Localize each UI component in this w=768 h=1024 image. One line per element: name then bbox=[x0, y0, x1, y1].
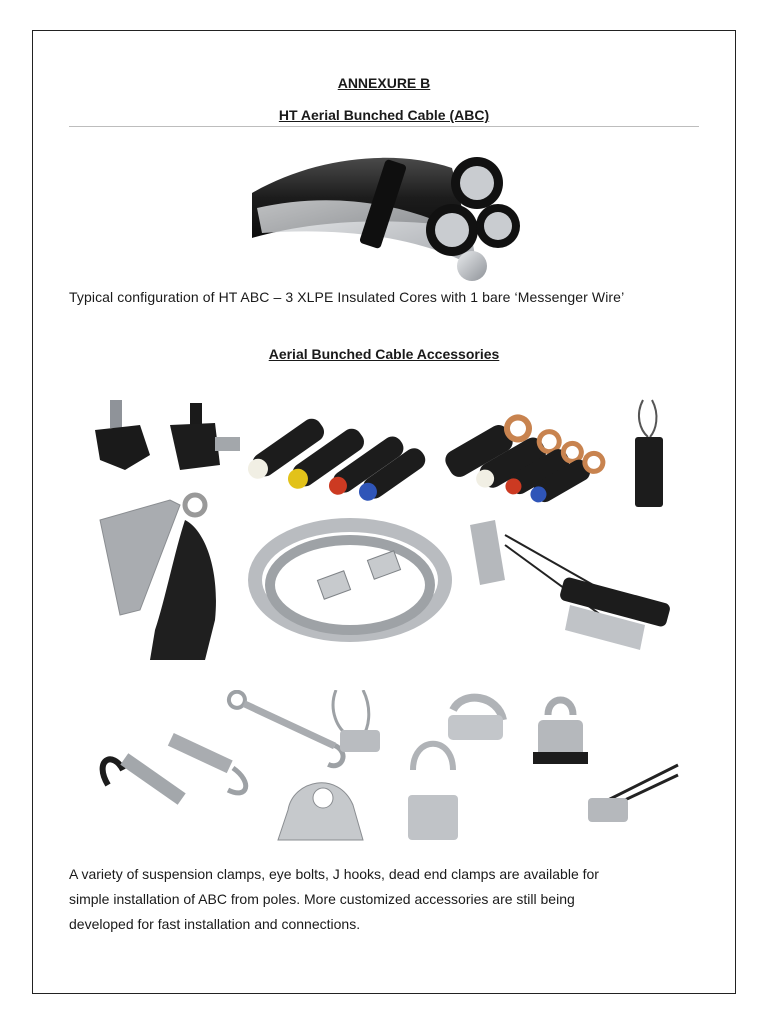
hooks-and-clamps-photo bbox=[78, 690, 698, 850]
description-paragraph bbox=[69, 862, 709, 937]
accessories-title: Aerial Bunched Cable Accessories bbox=[268, 346, 500, 362]
description-line: simple installation of ABC from poles. More customized accessories are still being bbox=[69, 891, 575, 907]
description-line: developed for fast installation and connections. bbox=[69, 916, 361, 932]
piercing-connector-icon bbox=[95, 400, 150, 470]
cable-caption: Typical configuration of HT ABC – 3 XLPE Insulated Cores with 1 bare ‘Messenger Wire’ bbox=[69, 289, 625, 305]
abc-cable-photo bbox=[252, 138, 524, 284]
title-divider bbox=[69, 126, 699, 127]
description-line: A variety of suspension clamps, eye bolts, J hooks, dead end clamps are available for bbox=[69, 866, 599, 882]
section-title: HT Aerial Bunched Cable (ABC) bbox=[278, 107, 490, 123]
suspension-and-strap-photo bbox=[95, 490, 685, 670]
piercing-connector-icon bbox=[170, 403, 240, 470]
annexure-title: ANNEXURE B bbox=[337, 75, 431, 91]
